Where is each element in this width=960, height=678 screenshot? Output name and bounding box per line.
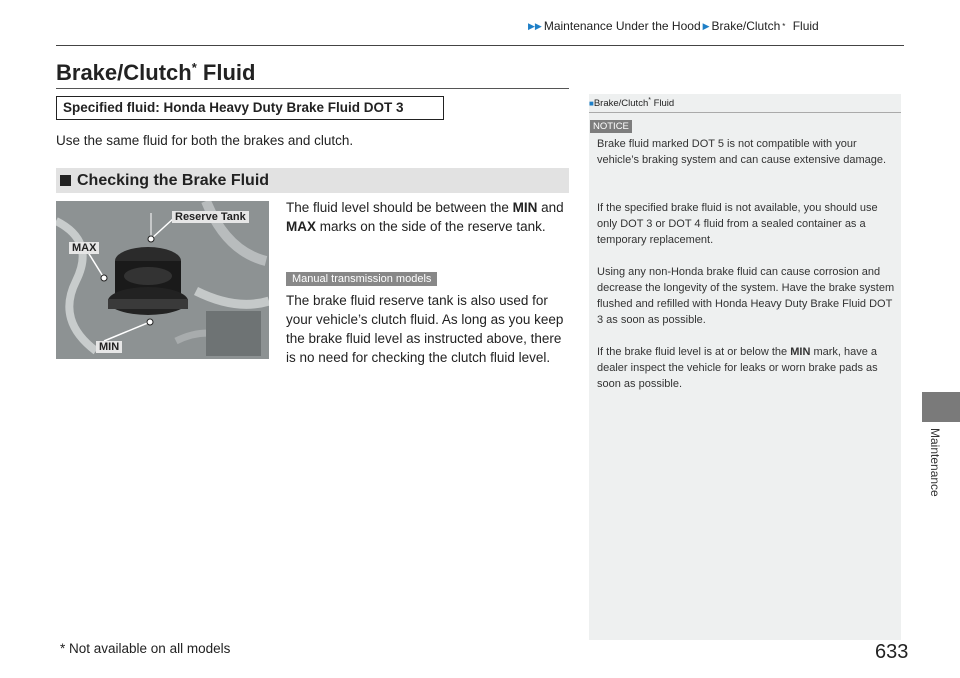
breadcrumb [528,19,819,33]
callout-max: MAX [69,242,99,254]
n4-text-a: If the brake fluid level is at or below the [597,346,791,358]
breadcrumb-arrow-icon: ▶▶ [528,20,542,31]
note-dot5: Brake fluid marked DOT 5 is not compatible with your vehicle’s braking system and can cause extensive damage. [597,138,887,166]
n4-text-b: mark, have a dealer inspect the vehicle for leaks or worn brake pads as soon as possible. [597,346,878,390]
section-header [56,168,569,193]
page-title-star: * [191,60,197,75]
page-number: 633 [875,641,909,663]
notes-header-star: * [648,97,651,104]
note-substitute-fluid: If the specified brake fluid is not available, you should use only DOT 3 or DOT 4 fluid from a sealed container as a temporary replacement. [597,202,878,246]
page-title-suffix: Fluid [202,60,256,85]
p1-text-c: marks on the side of the reserve tank. [316,219,546,234]
breadcrumb-item-brake-clutch[interactable]: Brake/Clutch [711,19,781,33]
intro-text: Use the same fluid for both the brakes and clutch. [56,133,354,148]
specified-fluid-box: Specified fluid: Honda Heavy Duty Brake Fluid DOT 3 [56,96,444,120]
header-rule [56,45,904,46]
notice-badge: NOTICE [590,120,632,133]
n4-min: MIN [790,346,811,358]
breadcrumb-item-maintenance[interactable]: Maintenance Under the Hood [543,19,701,33]
notes-rule [589,112,901,113]
page-title-main: Brake/Clutch [56,60,192,85]
breadcrumb-arrow-icon: ▶ [702,20,710,31]
clutch-fluid-paragraph: The brake fluid reserve tank is also used for your vehicle’s clutch fluid. As long as you keep the brake fluid level as instructed above, there is no need for checking the clutch fluid level. [286,293,564,365]
manual-transmission-tag: Manual transmission models [286,272,437,286]
breadcrumb-item-suffix: Fluid [792,19,819,33]
footnote: * Not available on all models [60,641,231,656]
callout-min: MIN [96,341,122,353]
fluid-level-paragraph [286,198,571,236]
notes-header-main: Brake/Clutch [593,98,649,110]
callout-reserve-tank: Reserve Tank [172,211,249,223]
side-tab-label: Maintenance [928,428,942,497]
p1-text-b: and [537,200,564,215]
note-marker-icon: ■ [589,99,594,109]
section-square-icon [60,175,71,186]
page-title [56,60,255,86]
breadcrumb-star: * [782,21,786,31]
title-rule [56,88,569,89]
p1-min: MIN [512,200,538,215]
engine-bay-illustration [56,201,269,359]
note-non-honda-fluid: Using any non-Honda brake fluid can cause corrosion and decrease the longevity of the system. Have the brake system flushed and refilled with Honda Heavy Duty Brake Fluid DOT 3 as soon as possible. [597,266,895,326]
side-tab-marker[interactable] [922,392,960,422]
p1-text-a: The fluid level should be between the [286,200,513,215]
reserve-tank-photo [56,201,269,359]
section-title: Checking the Brake Fluid [77,171,270,189]
note-min-level [597,344,897,392]
p1-max: MAX [286,219,316,234]
notes-header-suffix: Fluid [653,98,675,110]
notes-header [589,97,674,109]
